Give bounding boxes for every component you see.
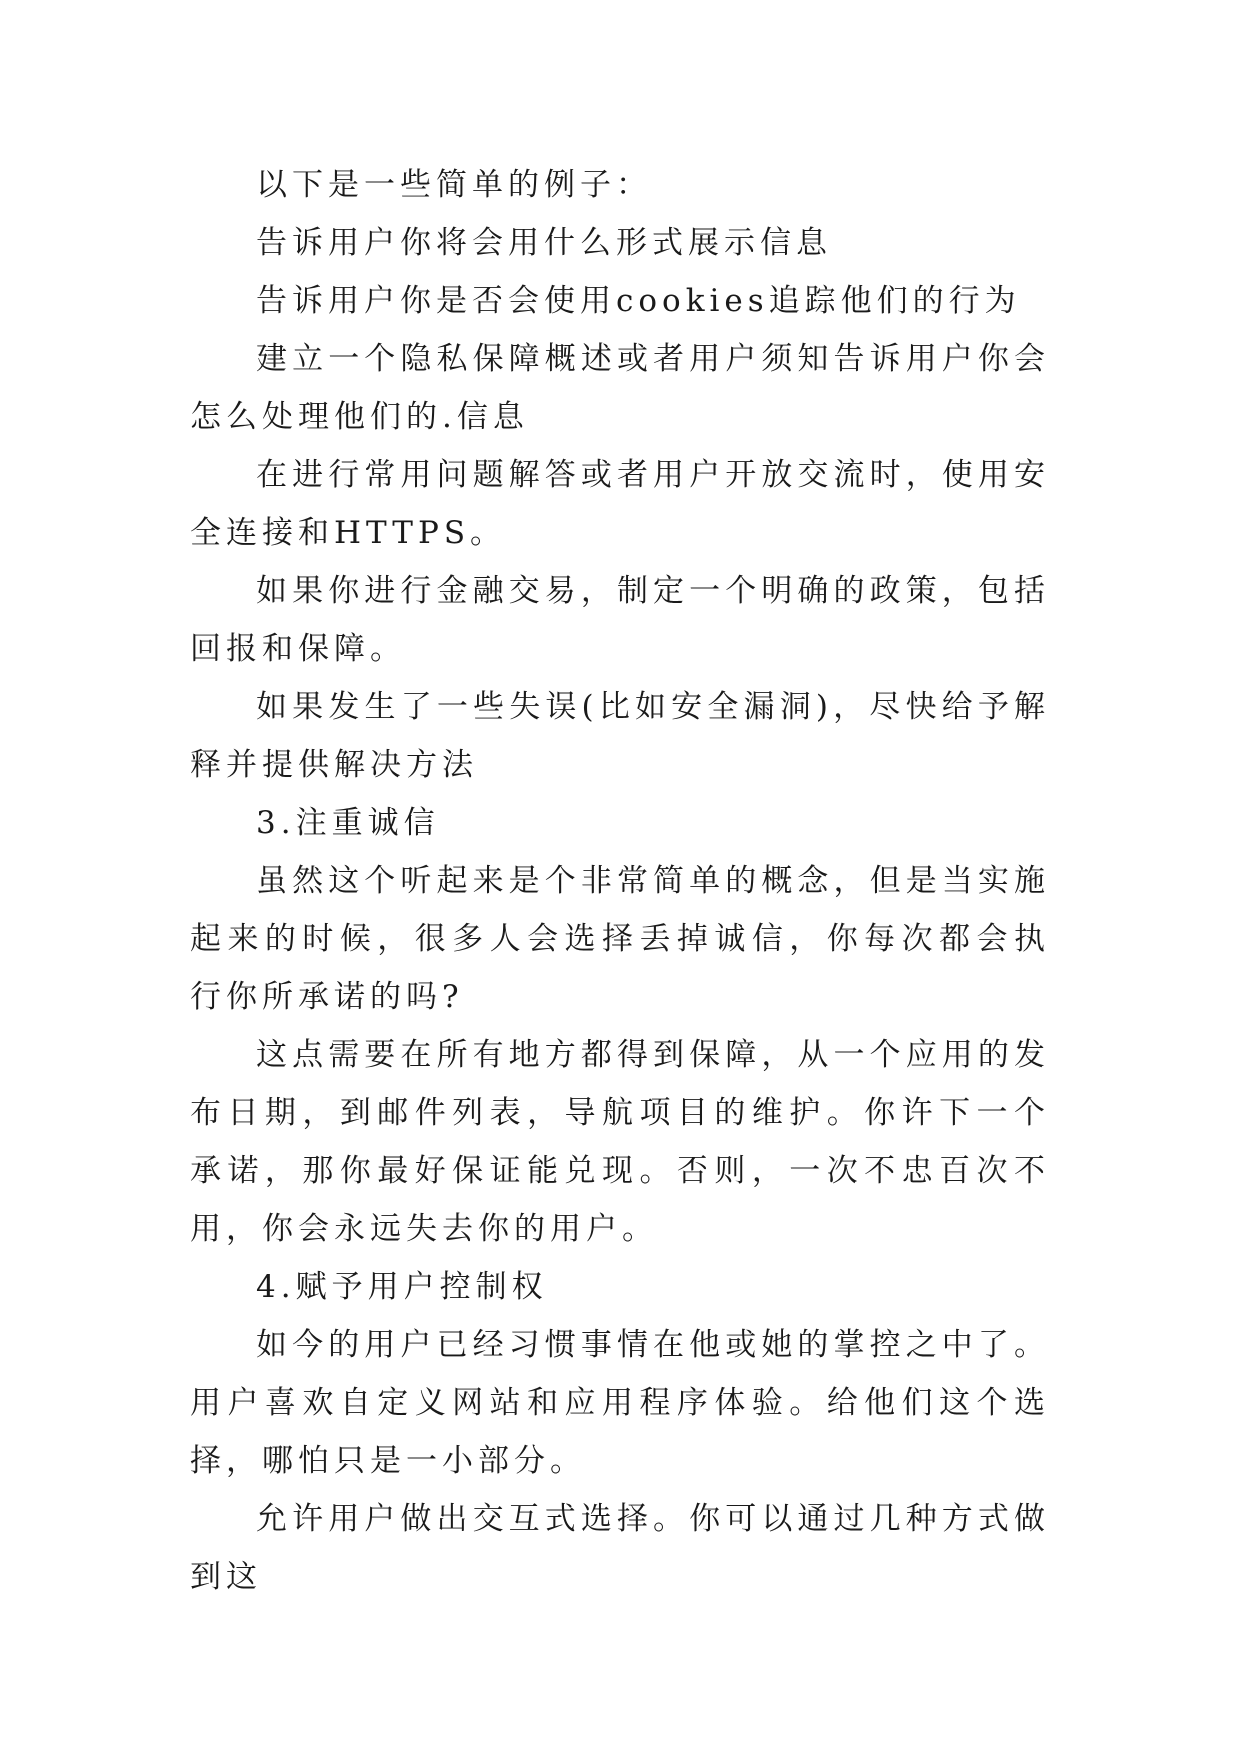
paragraph-financial-policy: 如果你进行金融交易，制定一个明确的政策，包括回报和保障。 <box>190 573 1050 667</box>
section-heading-integrity: 3.注重诚信 <box>256 805 440 841</box>
paragraph-privacy-overview: 建立一个隐私保障概述或者用户须知告诉用户你会怎么处理他们的.信息 <box>190 341 1050 435</box>
paragraph-display-format: 告诉用户你将会用什么形式展示信息 <box>256 225 832 261</box>
section-heading-user-control: 4.赋予用户控制权 <box>256 1269 548 1305</box>
paragraph-cookies: 告诉用户你是否会使用cookies追踪他们的行为 <box>256 283 1021 319</box>
paragraph-secure-connection: 在进行常用问题解答或者用户开放交流时，使用安全连接和HTTPS。 <box>190 457 1050 551</box>
paragraph-error-handling: 如果发生了一些失误(比如安全漏洞)，尽快给予解释并提供解决方法 <box>190 689 1050 783</box>
paragraph-integrity-concept: 虽然这个听起来是个非常简单的概念，但是当实施起来的时候，很多人会选择丢掉诚信，你每次都会执行你所承诺的吗? <box>190 863 1050 1015</box>
document-body <box>190 156 1050 1606</box>
paragraph-examples-intro: 以下是一些简单的例子： <box>256 167 652 203</box>
paragraph-user-control: 如今的用户已经习惯事情在他或她的掌控之中了。用户喜欢自定义网站和应用程序体验。给他们这个选择，哪怕只是一小部分。 <box>190 1327 1050 1479</box>
paragraph-interactive-choices: 允许用户做出交互式选择。你可以通过几种方式做到这 <box>190 1501 1050 1595</box>
paragraph-keep-promises: 这点需要在所有地方都得到保障，从一个应用的发布日期，到邮件列表，导航项目的维护。你许下一个承诺，那你最好保证能兑现。否则，一次不忠百次不用，你会永远失去你的用户。 <box>190 1037 1050 1247</box>
